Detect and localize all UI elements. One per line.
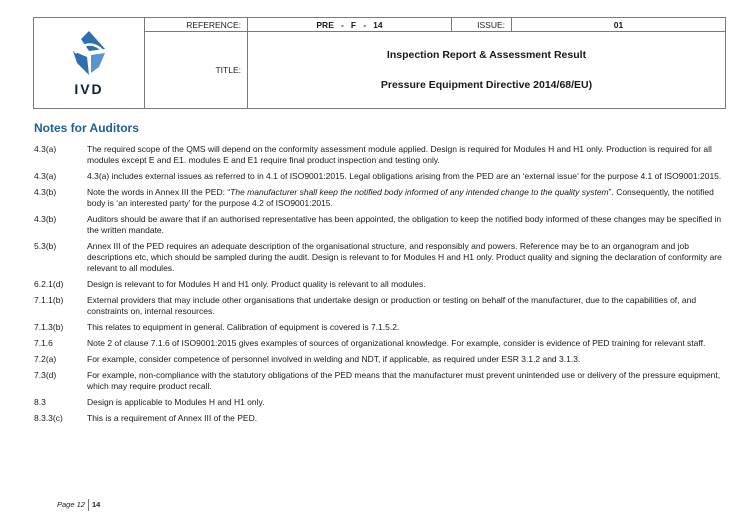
note-text [87,397,724,408]
note-text-segment: This is a requirement of Annex III of the PED. [87,413,258,423]
note-item [34,397,724,408]
note-text [87,295,724,317]
note-text [87,279,724,290]
note-text [87,322,724,333]
report-title: Inspection Report & Assessment Result [386,49,587,61]
note-text-segment: This relates to equipment in general. Calibration of equipment is covered is 7.1.5.2. [87,322,400,332]
note-text [87,370,724,392]
note-text-segment: External providers that may include other organisations that undertake design or production or testing on behalf of the manufacturer, due to the capabilities of, and constraints on, internal resources. [87,295,697,316]
note-reference: 7.1.6 [34,338,53,348]
note-item [34,322,724,333]
note-quote-italic: The manufacturer shall keep the notified body informed of any intended change to the quality system [230,187,609,197]
note-text [87,144,724,166]
note-item [34,144,724,166]
issue-value: 01 [512,18,726,32]
note-item [34,413,724,424]
title-label: TITLE: [145,32,248,109]
logo-cell [34,18,145,109]
reference-value: PRE - F - 14 [248,18,452,32]
note-reference: 7.2(a) [34,354,57,364]
note-item [34,214,724,236]
note-reference: 4.3(b) [34,187,57,197]
note-text-segment: The required scope of the QMS will depend on the conformity assessment module applied. Design is required for Modules H and H1 only. Production is required for all modules except E and E1. modules E and E1 require final product inspection and testing only. [87,144,712,165]
title-cell [248,32,726,109]
logo-text: IVD [74,81,104,97]
note-text-segment: Auditors should be aware that if an authorised representative has been appointed, the obligation to keep the notified body informed of these changes may be specified in the written mandate. [87,214,722,235]
note-text-segment: Note 2 of clause 7.1.6 of ISO9001:2015 gives examples of sources of organizational knowledge. For example, consider is evidence of PED training for relevant staff. [87,338,706,348]
page-footer [57,499,100,511]
page-total: 14 [91,499,101,509]
note-text-segment: Note the words in Annex III the PED: “ [87,187,231,197]
note-reference: 7.1.1(b) [34,295,64,305]
note-item [34,338,724,349]
footer-divider [88,499,89,511]
section-heading: Notes for Auditors [34,121,139,135]
note-text-segment: Annex III of the PED requires an adequate description of the organisational structure, and responsibly and powers. Reference may be to an organogram and job descriptions etc, which should be sampled during the audit. Design is relevant to for Modules H and H1 only. Product quality and signing the declaration of conformity are relevant to all modules. [87,241,722,273]
note-reference: 8.3 [34,397,46,407]
note-reference: 4.3(a) [34,171,57,181]
note-reference: 7.1.3(b) [34,322,64,332]
ivd-logo-icon [69,29,109,77]
issue-label: ISSUE: [452,18,512,32]
note-reference: 4.3(a) [34,144,57,154]
notes-list [34,144,724,429]
note-text [87,413,724,424]
document-header-table [33,17,726,109]
note-item [34,187,724,209]
note-item [34,171,724,182]
note-item [34,279,724,290]
note-text-segment: ”. Consequently, the notified body is ‘an interested party’ for the purpose 4.2 of ISO9001:2015. [87,187,714,208]
page-number: Page 12 [57,499,85,509]
note-text [87,338,724,349]
note-text [87,171,724,182]
note-item [34,241,724,274]
note-text [87,241,724,274]
note-text [87,354,724,365]
note-reference: 6.2.1(d) [34,279,64,289]
note-reference: 4.3(b) [34,214,57,224]
reference-label: REFERENCE: [145,18,248,32]
note-text [87,187,724,209]
note-text-segment: 4.3(a) includes external issues as referred to in 4.1 of ISO9001:2015. Legal obligations arising from the PED are an ‘external issue’ for the purpose 4.1 of ISO9001:2015. [87,171,722,181]
note-text-segment: Design is applicable to Modules H and H1 only. [87,397,265,407]
note-reference: 7.3(d) [34,370,57,380]
note-text-segment: For example, consider competence of personnel involved in welding and NDT, if applicable, as required under ESR 3.1.2 and 3.1.3. [87,354,581,364]
note-reference: 8.3.3(c) [34,413,63,423]
note-item [34,370,724,392]
note-reference: 5.3(b) [34,241,57,251]
note-text-segment: Design is relevant to for Modules H and H1 only. Product quality is relevant to all modules. [87,279,426,289]
note-text-segment: For example, non-compliance with the statutory obligations of the PED means that the manufacturer must prevent unintended use or delivery of the pressure equipment, which may require product recall. [87,370,721,391]
report-subtitle: Pressure Equipment Directive 2014/68/EU) [380,79,593,91]
note-item [34,295,724,317]
note-text [87,214,724,236]
note-item [34,354,724,365]
